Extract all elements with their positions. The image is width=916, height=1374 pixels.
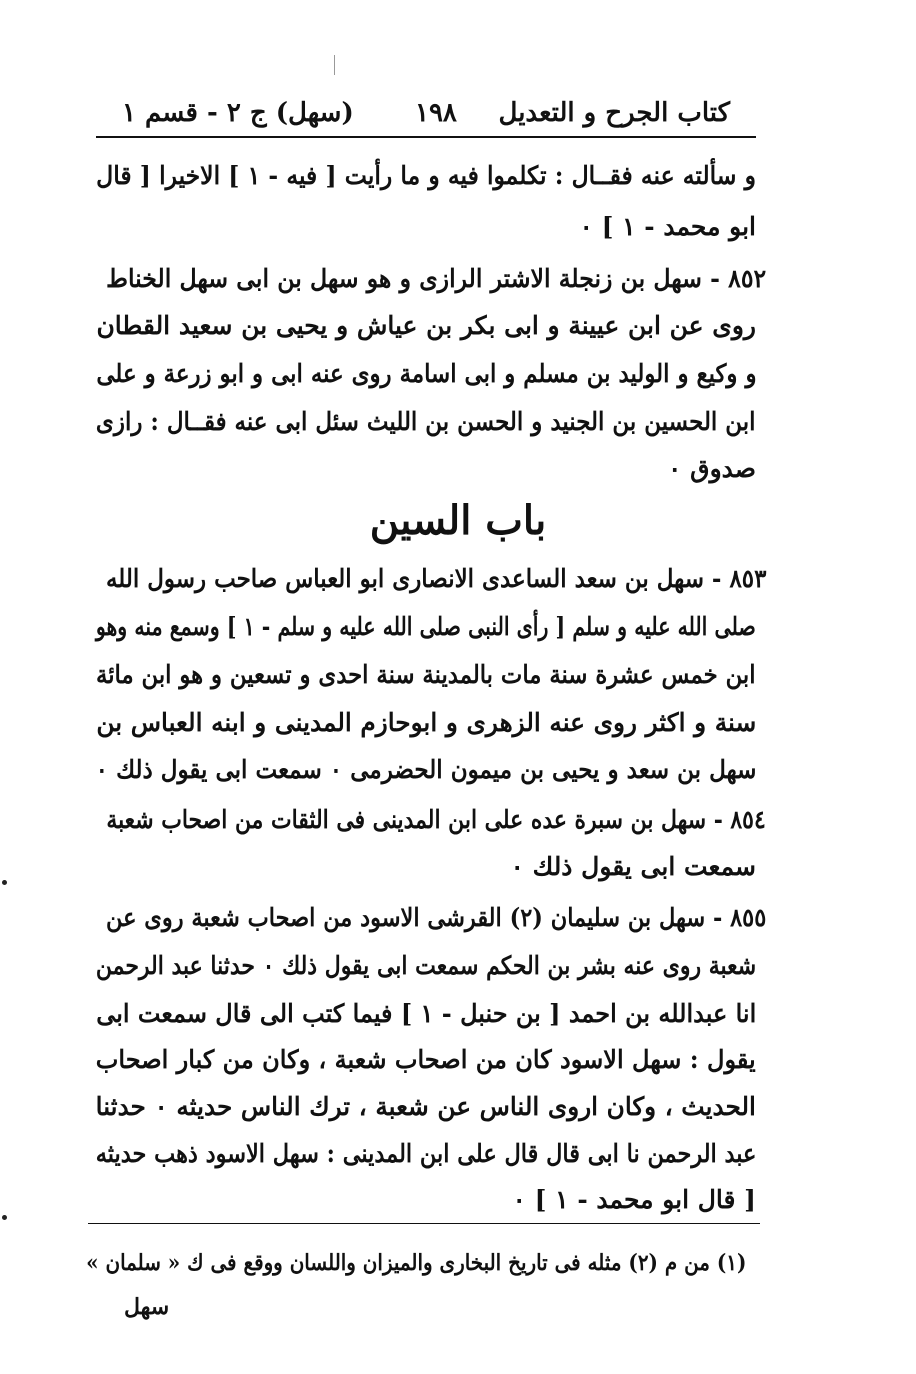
entry-854-line: ٨٥٤ - سهل بن سبرة عده على ابن المدينى فى الثقات من اصحاب شعبة — [106, 805, 766, 834]
text-line: روى عن ابن عيينة و ابى بكر بن عياش و يحيى بن سعيد القطان — [96, 311, 756, 340]
entry-853-line: ٨٥٣ - سهل بن سعد الساعدى الانصارى ابو العباس صاحب رسول الله — [105, 564, 766, 593]
scan-speck — [2, 1215, 7, 1220]
text-line: ابن الحسين بن الجنيد و الحسن بن الليث سئل ابى عنه فقــال : رازى — [96, 407, 756, 436]
text-line: [ قال ابو محمد - ١ ] ٠ — [512, 1185, 756, 1214]
text-line: سمعت ابى يقول ذلك ٠ — [510, 852, 756, 881]
text-line: ابو محمد - ١ ] ٠ — [579, 212, 756, 241]
running-title: كتاب الجرح و التعديل — [498, 98, 730, 128]
section-label: (سهل) ج ٢ - قسم ١ — [122, 98, 354, 128]
text-line: سهل بن سعد و يحيى بن ميمون الحضرمى ٠ سمعت ابى يقول ذلك ٠ — [95, 755, 756, 784]
text-line: الحديث ، وكان اروى الناس عن شعبة ، ترك الناس حديثه ٠ حدثنا — [95, 1092, 757, 1121]
text-line: شعبة روى عنه بشر بن الحكم سمعت ابى يقول ذلك ٠ حدثنا عبد الرحمن — [95, 951, 756, 980]
text-line: عبد الرحمن نا ابى قال قال على ابن المدينى : سهل الاسود ذهب حديثه — [95, 1139, 756, 1168]
text-line: صدوق ٠ — [668, 454, 756, 483]
header-rule — [96, 136, 756, 138]
text-line: يقول : سهل الاسود كان من اصحاب شعبة ، وكان من كبار اصحاب — [96, 1045, 756, 1074]
footnote-rule — [88, 1223, 760, 1224]
entry-852-line: ٨٥٢ - سهل بن زنجلة الاشتر الرازى و هو سهل بن ابى سهل الخناط — [105, 264, 766, 293]
text-line: انا عبدالله بن احمد [ بن حنبل - ١ ] فيما كتب الى قال سمعت ابى — [95, 999, 756, 1028]
footnote: (١) من م (٢) مثله فى تاريخ البخارى والميزان واللسان ووقع فى ك « سلمان » — [85, 1250, 746, 1276]
text-line: و وكيع و الوليد بن مسلم و ابى اسامة روى عنه ابى و ابو زرعة و على — [95, 359, 756, 388]
catchword: سهل — [124, 1294, 170, 1320]
section-heading: باب السين — [369, 497, 547, 544]
scan-speck — [2, 880, 7, 885]
text-line: ابن خمس عشرة سنة مات بالمدينة سنة احدى و تسعين و هو ابن مائة — [96, 660, 756, 689]
page-number: ١٩٨ — [415, 98, 457, 128]
text-line: و سألته عنه فقــال : تكلموا فيه و ما رأيت [ فيه - ١ ] الاخيرا [ قال — [96, 161, 756, 190]
scan-mark — [334, 55, 335, 75]
text-line: صلى الله عليه و سلم [ رأى النبى صلى الله عليه و سلم - ١ ] وسمع منه وهو — [96, 612, 756, 641]
entry-855-line: ٨٥٥ - سهل بن سليمان (٢) القرشى الاسود من اصحاب شعبة روى عن — [105, 903, 766, 932]
text-line: سنة و اكثر روى عنه الزهرى و ابوحازم المدينى و ابنه العباس بن — [96, 708, 756, 737]
